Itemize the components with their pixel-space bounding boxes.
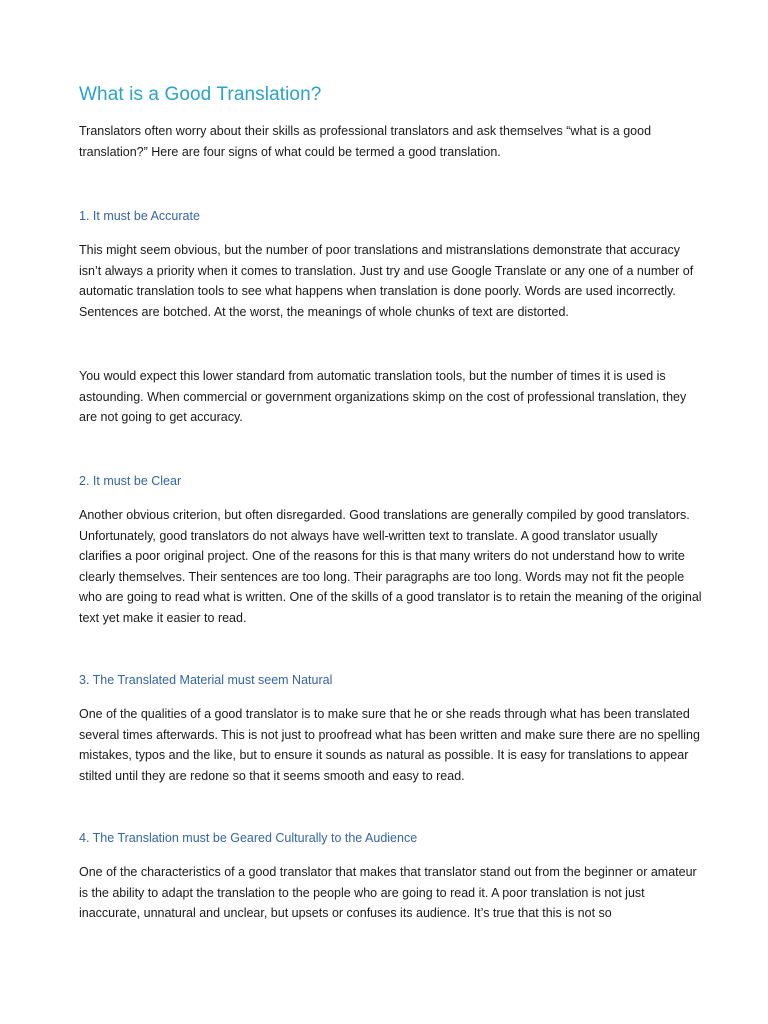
section-heading-cultural: 4. The Translation must be Geared Culturally to the Audience bbox=[79, 831, 418, 845]
page-title: What is a Good Translation? bbox=[79, 84, 322, 105]
section-heading-accurate: 1. It must be Accurate bbox=[79, 209, 200, 223]
section-heading-natural: 3. The Translated Material must seem Natural bbox=[79, 673, 333, 687]
section-clear-paragraph-1: Another obvious criterion, but often disregarded. Good translations are generally compiled by good translators. Unfortunately, good translators do not always have well-written text to translate. A good translator usually clarifies a poor original project. One of the reasons for this is that many writers do not understand how to write clearly themselves. Their sentences are too long. Their paragraphs are too long. Words may not fit the people who are going to read what is written. One of the skills of a good translator is to retain the meaning of the original text yet make it easier to read. bbox=[79, 508, 702, 625]
section-heading-clear: 2. It must be Clear bbox=[79, 474, 182, 488]
section-accurate-paragraph-1: This might seem obvious, but the number of poor translations and mistranslations demonstrate that accuracy isn’t always a priority when it comes to translation. Just try and use Google Translate or any one of a number of automatic translation tools to see what happens when translation is done poorly. Words are used incorrectly. Sentences are botched. At the worst, the meanings of whole chunks of text are distorted. bbox=[79, 243, 694, 319]
section-natural-paragraph-1: One of the qualities of a good translator is to make sure that he or she reads through what has been translated several times afterwards. This is not just to proofread what has been written and make sure there are no spelling mistakes, typos and the like, but to ensure it sounds as natural as possible. It is easy for translations to appear stilted until they are redone so that it seems smooth and easy to read. bbox=[79, 707, 700, 783]
section-accurate-paragraph-2: You would expect this lower standard from automatic translation tools, but the number of times it is used is astounding. When commercial or government organizations skimp on the cost of professional translation, they are not going to get accuracy. bbox=[79, 369, 687, 424]
intro-paragraph: Translators often worry about their skills as professional translators and ask themselves “what is a good translation?” Here are four signs of what could be termed a good translation. bbox=[79, 124, 652, 159]
section-cultural-paragraph-1: One of the characteristics of a good translator that makes that translator stand out from the beginner or amateur is the ability to adapt the translation to the people who are going to read it. A poor translation is not just inaccurate, unnatural and unclear, but upsets or confuses its audience. It’s true that this is not so bbox=[79, 865, 697, 920]
